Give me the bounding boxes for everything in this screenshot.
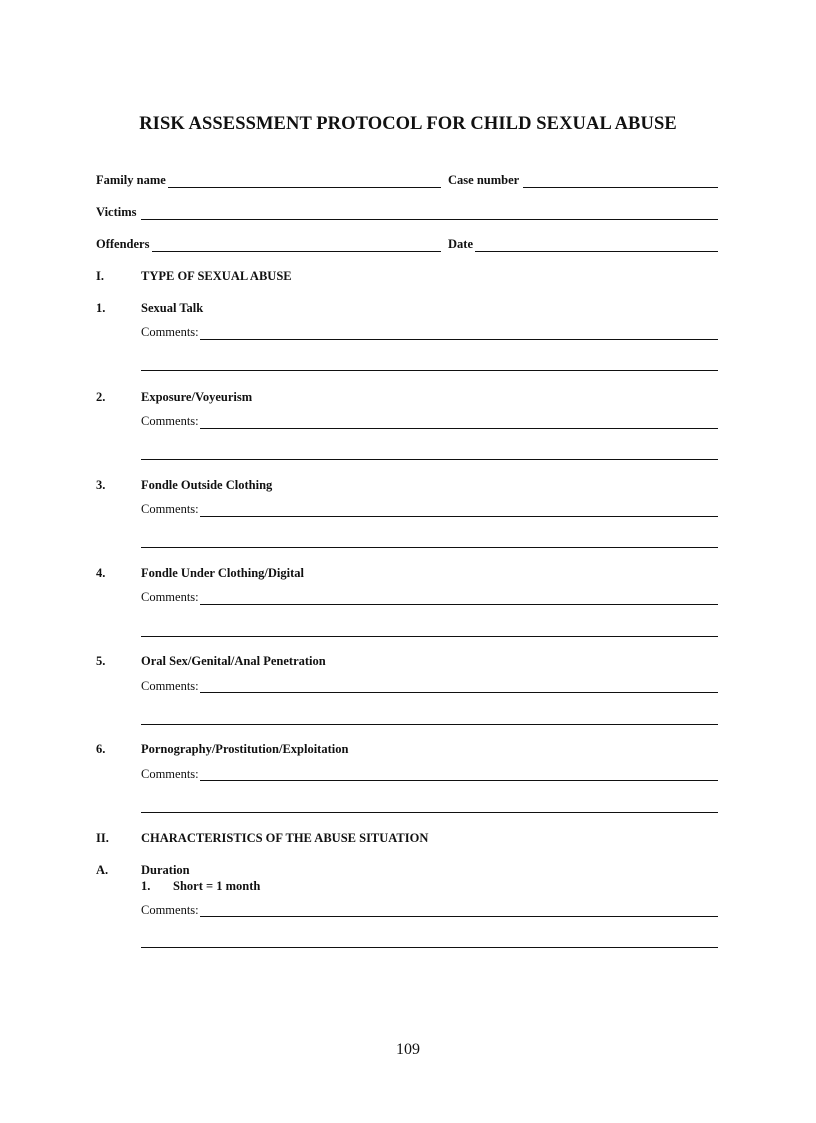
item-4-label: Fondle Under Clothing/Digital [141, 566, 304, 580]
section-1-title: TYPE OF SEXUAL ABUSE [141, 269, 292, 283]
item-3-comments-field[interactable] [200, 516, 718, 517]
item-3-label: Fondle Outside Clothing [141, 478, 273, 492]
item-2-comments-field[interactable] [200, 428, 718, 429]
subsection-a-letter: A. [96, 863, 109, 877]
item-3-comments-label: Comments: [141, 502, 199, 516]
item-1-comments-field-2[interactable] [141, 370, 718, 371]
item-4-comments-label: Comments: [141, 590, 199, 604]
date-label: Date [448, 237, 473, 251]
family-name-field[interactable] [168, 187, 441, 188]
item-5-comments-field-2[interactable] [141, 724, 718, 725]
item-2-label: Exposure/Voyeurism [141, 390, 253, 404]
item-4-number: 4. [96, 566, 106, 580]
case-number-field[interactable] [523, 187, 718, 188]
item-5-comments-label: Comments: [141, 679, 199, 693]
item-6-number: 6. [96, 742, 106, 756]
victims-field[interactable] [141, 219, 718, 220]
item-1-label: Sexual Talk [141, 301, 204, 315]
victims-label: Victims [96, 205, 137, 219]
item-4-comments-field[interactable] [200, 604, 718, 605]
item-5-comments-field[interactable] [200, 692, 718, 693]
family-name-label: Family name [96, 173, 166, 187]
page-title: RISK ASSESSMENT PROTOCOL FOR CHILD SEXUAL ABUSE [139, 114, 677, 134]
date-field[interactable] [475, 251, 718, 252]
item-6-comments-field-2[interactable] [141, 812, 718, 813]
item-5-label: Oral Sex/Genital/Anal Penetration [141, 654, 326, 668]
item-6-comments-label: Comments: [141, 767, 199, 781]
item-2-number: 2. [96, 390, 106, 404]
section-1-number: I. [96, 269, 104, 283]
item-1-comments-label: Comments: [141, 325, 199, 339]
section-2-title: CHARACTERISTICS OF THE ABUSE SITUATION [141, 831, 429, 845]
subsection-a-comments-label: Comments: [141, 903, 199, 917]
item-5-number: 5. [96, 654, 106, 668]
page-number: 109 [396, 1041, 420, 1058]
item-3-comments-field-2[interactable] [141, 547, 718, 548]
item-1-comments-field[interactable] [200, 339, 718, 340]
case-number-label: Case number [448, 173, 520, 187]
subsection-a-comments-field-2[interactable] [141, 947, 718, 948]
duration-option-number: 1. [141, 879, 151, 893]
subsection-a-comments-field[interactable] [200, 916, 718, 917]
item-6-comments-field[interactable] [200, 780, 718, 781]
subsection-a-label: Duration [141, 863, 190, 877]
item-3-number: 3. [96, 478, 106, 492]
offenders-field[interactable] [152, 251, 441, 252]
offenders-label: Offenders [96, 237, 150, 251]
section-2-number: II. [96, 831, 109, 845]
item-6-label: Pornography/Prostitution/Exploitation [141, 742, 349, 756]
item-1-number: 1. [96, 301, 106, 315]
item-4-comments-field-2[interactable] [141, 636, 718, 637]
item-2-comments-label: Comments: [141, 414, 199, 428]
item-2-comments-field-2[interactable] [141, 459, 718, 460]
duration-option-label: Short = 1 month [173, 879, 261, 893]
